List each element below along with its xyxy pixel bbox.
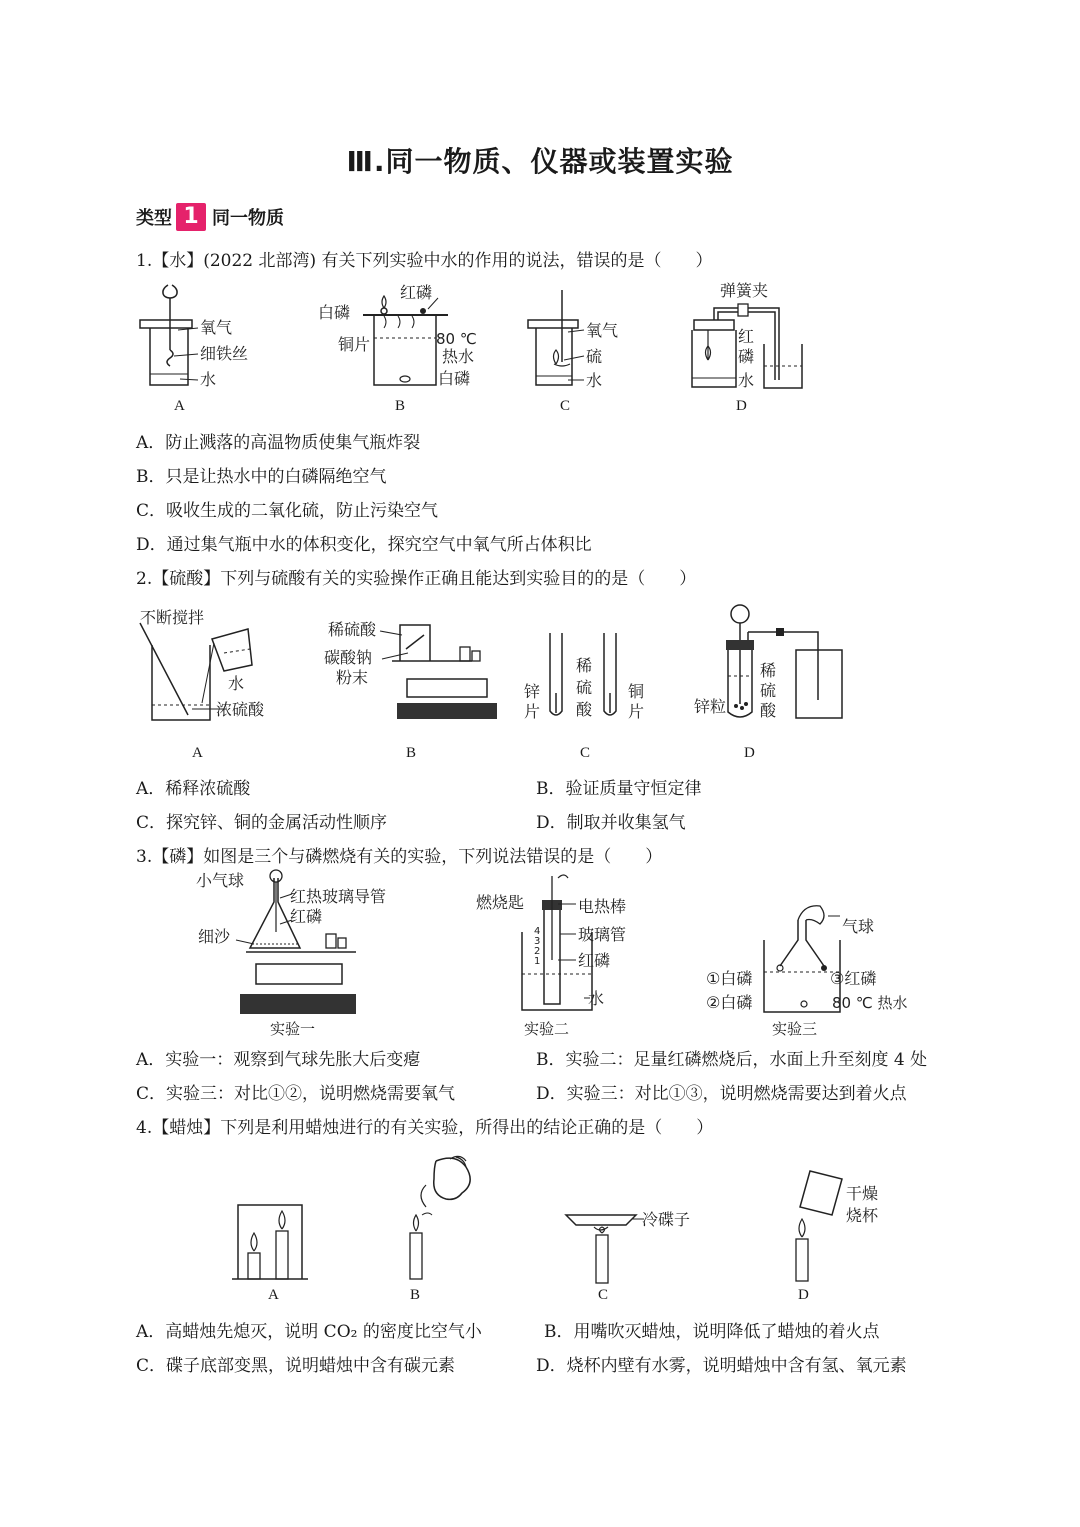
q4-figure-c xyxy=(560,1205,710,1303)
q2-figure-d xyxy=(690,600,850,761)
q3e1-caption: 实验一 xyxy=(270,1020,316,1038)
q4-figure-a xyxy=(232,1195,312,1303)
q1-stem: 1.【水】(2022 北部湾) 有关下列实验中水的作用的说法，错误的是（ ） xyxy=(136,251,713,271)
q1b-label-red-p: 红磷 xyxy=(400,283,433,302)
q3e2-label-glass-tube: 玻璃管 xyxy=(578,925,627,944)
q1b-caption: B xyxy=(395,398,406,414)
q1a-label-water: 水 xyxy=(200,370,217,389)
q3-stem: 3.【磷】如图是三个与磷燃烧有关的实验，下列说法错误的是（ ） xyxy=(136,847,663,867)
q3-option-a[interactable]: A．实验一：观察到气球先胀大后变瘪 xyxy=(136,1050,421,1070)
q1-option-b[interactable]: B．只是让热水中的白磷隔绝空气 xyxy=(136,467,387,487)
q2b-caption: B xyxy=(406,745,417,761)
q4c-caption: C xyxy=(598,1287,609,1303)
q3-option-d[interactable]: D．实验三：对比①③，说明燃烧需要达到着火点 xyxy=(536,1084,907,1104)
q4-stem: 4.【蜡烛】下列是利用蜡烛进行的有关实验，所得出的结论正确的是（ ） xyxy=(136,1118,714,1138)
q2c-label-copper: 铜 xyxy=(628,682,645,701)
q4-figure-d xyxy=(780,1165,900,1303)
q3e3-label-white-p-2: ②白磷 xyxy=(706,993,753,1012)
q2-figure-c xyxy=(520,605,660,761)
q2-stem: 2.【硫酸】下列与硫酸有关的实验操作正确且能达到实验目的的是（ ） xyxy=(136,569,697,589)
q1b-label-temp: 80 ℃ xyxy=(436,330,477,348)
q2a-label-water: 水 xyxy=(228,674,245,693)
q1d-label-clamp: 弹簧夹 xyxy=(720,281,769,300)
q3-figure-exp3 xyxy=(700,900,930,1038)
q1-figure-c xyxy=(522,280,642,414)
q1d-caption: D xyxy=(736,398,747,414)
q2d-label-suan: 酸 xyxy=(760,701,777,720)
q2c-label-xi: 稀 xyxy=(576,656,593,675)
q2d-label-liu: 硫 xyxy=(760,681,777,700)
q3e3-label-white-p-1: ①白磷 xyxy=(706,969,753,988)
q2c-label-pian2: 片 xyxy=(628,702,645,721)
q3-option-c[interactable]: C．实验三：对比①②，说明燃烧需要氧气 xyxy=(136,1084,456,1104)
q2-option-a[interactable]: A．稀释浓硫酸 xyxy=(136,779,251,799)
q2c-label-zinc: 锌 xyxy=(524,682,541,701)
q1a-caption: A xyxy=(174,398,185,414)
q1d-label-water: 水 xyxy=(738,371,755,390)
q2-figure-a xyxy=(132,605,282,761)
q3e3-label-hot-water: 80 ℃ 热水 xyxy=(832,994,908,1012)
q1-option-c[interactable]: C．吸收生成的二氧化硫，防止污染空气 xyxy=(136,501,439,521)
section-number-badge: 1 xyxy=(176,203,206,231)
q4b-caption: B xyxy=(410,1287,421,1303)
q2c-caption: C xyxy=(580,745,591,761)
q1c-label-sulfur: 硫 xyxy=(586,347,603,366)
svg-text:2: 2 xyxy=(534,946,541,957)
q4a-caption: A xyxy=(268,1287,279,1303)
q3e2-caption: 实验二 xyxy=(524,1020,570,1038)
section-header xyxy=(136,202,284,232)
q2d-label-xi: 稀 xyxy=(760,661,777,680)
svg-text:3: 3 xyxy=(534,936,541,947)
q3e2-label-spoon: 燃烧匙 xyxy=(476,893,525,912)
q3e2-label-heating-rod: 电热棒 xyxy=(578,897,627,916)
q1b-label-white-p-top: 白磷 xyxy=(318,303,351,322)
q2d-caption: D xyxy=(744,745,755,761)
q1c-label-water: 水 xyxy=(586,371,603,390)
q3e3-label-red-p-3: ③红磷 xyxy=(830,969,877,988)
q4-option-d[interactable]: D．烧杯内壁有水雾，说明蜡烛中含有氢、氧元素 xyxy=(536,1356,907,1376)
section-prefix: 类型 xyxy=(136,208,172,229)
q2-option-b[interactable]: B．验证质量守恒定律 xyxy=(536,779,702,799)
q2a-label-stir: 不断搅拌 xyxy=(140,608,205,627)
q2b-label-carbonate: 碳酸钠 xyxy=(324,648,373,667)
q3e1-label-balloon: 小气球 xyxy=(196,871,245,890)
q1b-label-white-p-bottom: 白磷 xyxy=(438,369,471,388)
q2a-caption: A xyxy=(192,745,203,761)
q1-option-a[interactable]: A．防止溅落的高温物质使集气瓶炸裂 xyxy=(136,433,421,453)
q1d-label-red-2: 磷 xyxy=(738,347,755,366)
q1-option-d[interactable]: D．通过集气瓶中水的体积变化，探究空气中氧气所占体积比 xyxy=(136,535,592,555)
q3e1-label-red-p: 红磷 xyxy=(290,907,323,926)
q3e1-label-hot-tube: 红热玻璃导管 xyxy=(290,887,387,906)
q2b-label-dilute-acid: 稀硫酸 xyxy=(328,620,377,639)
q1b-label-hot-water: 热水 xyxy=(442,347,475,366)
q2-figure-b xyxy=(322,605,502,761)
q3-figure-exp1 xyxy=(196,868,406,1038)
q2a-label-conc-acid: 浓硫酸 xyxy=(216,700,265,719)
q1-figure-b xyxy=(318,280,488,414)
q3e2-label-water: 水 xyxy=(588,989,605,1008)
q4-figure-b xyxy=(396,1155,486,1303)
page-title: Ⅲ.同一物质、仪器或装置实验 xyxy=(346,145,734,178)
q1a-label-oxygen: 氧气 xyxy=(200,318,233,337)
section-name: 同一物质 xyxy=(212,208,284,229)
q3e3-label-balloon: 气球 xyxy=(842,917,875,936)
q2c-label-suan: 酸 xyxy=(576,700,593,719)
q4d-caption: D xyxy=(798,1287,809,1303)
q3e2-label-red-p: 红磷 xyxy=(578,951,611,970)
q1a-label-wire: 细铁丝 xyxy=(200,344,249,363)
svg-text:4: 4 xyxy=(534,926,541,937)
q4d-label-beaker: 烧杯 xyxy=(846,1206,879,1225)
q4d-label-dry: 干燥 xyxy=(846,1184,879,1203)
q1c-caption: C xyxy=(560,398,571,414)
q2d-label-zinc-grains: 锌粒 xyxy=(694,697,727,716)
q1c-label-oxygen: 氧气 xyxy=(586,321,619,340)
q2-option-c[interactable]: C．探究锌、铜的金属活动性顺序 xyxy=(136,813,388,833)
q2-option-d[interactable]: D．制取并收集氢气 xyxy=(536,813,686,833)
q3e3-caption: 实验三 xyxy=(772,1020,818,1038)
q1-figure-d xyxy=(684,280,824,414)
q1d-label-red-1: 红 xyxy=(738,327,755,346)
q4-option-a[interactable]: A．高蜡烛先熄灭，说明 CO₂ 的密度比空气小 xyxy=(136,1322,482,1342)
q3e1-label-sand: 细沙 xyxy=(198,927,231,946)
q3-option-b[interactable]: B．实验二：足量红磷燃烧后，水面上升至刻度 4 处 xyxy=(536,1050,928,1070)
q4-option-c[interactable]: C．碟子底部变黑，说明蜡烛中含有碳元素 xyxy=(136,1356,456,1376)
q4c-label-cold-plate: 冷碟子 xyxy=(642,1210,691,1229)
q2c-label-liu: 硫 xyxy=(576,678,593,697)
q1-figure-a xyxy=(130,280,270,414)
q1b-label-copper: 铜片 xyxy=(338,335,371,354)
q2b-label-powder: 粉末 xyxy=(336,668,369,687)
svg-text:1: 1 xyxy=(534,956,541,967)
q4-option-b[interactable]: B．用嘴吹灭蜡烛，说明降低了蜡烛的着火点 xyxy=(544,1322,880,1342)
q3-figure-exp2 xyxy=(476,868,646,1038)
q2c-label-pian1: 片 xyxy=(524,702,541,721)
